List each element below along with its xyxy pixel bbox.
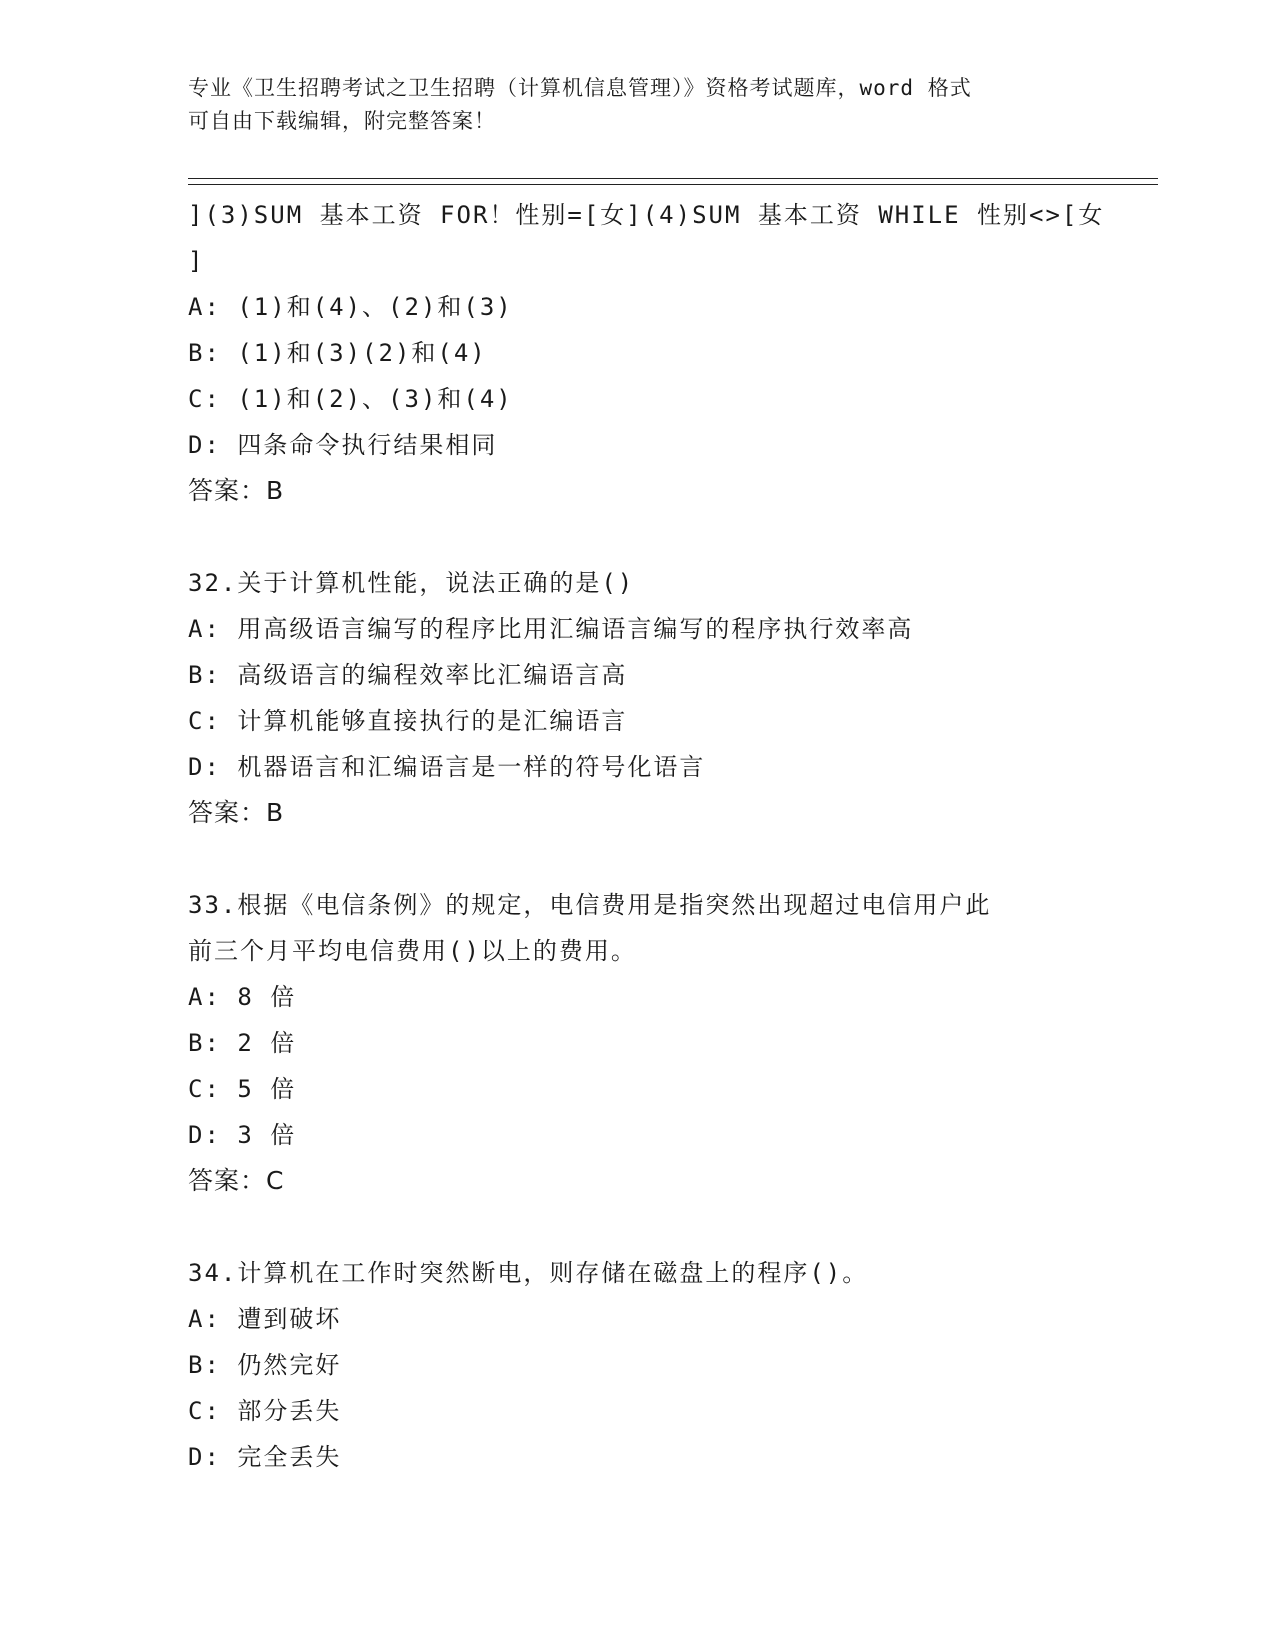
option-d: D: 3 倍 [188, 1121, 297, 1149]
question-33 [188, 882, 1088, 1204]
option-b: B: 2 倍 [188, 1029, 297, 1057]
option-a: A: (1)和(4)、(2)和(3) [188, 293, 513, 321]
option-d: D: 完全丢失 [188, 1443, 342, 1471]
option-d: D: 四条命令执行结果相同 [188, 431, 498, 459]
answer-line: 答案：B [188, 476, 285, 505]
header-divider-top [188, 178, 1158, 179]
option-b: B: 仍然完好 [188, 1351, 342, 1379]
question-stem-line: 34.计算机在工作时突然断电，则存储在磁盘上的程序()。 [188, 1259, 869, 1287]
option-c: C: 部分丢失 [188, 1397, 342, 1425]
spacer [188, 514, 1088, 560]
option-b: B: (1)和(3)(2)和(4) [188, 339, 487, 367]
option-a: A: 8 倍 [188, 983, 297, 1011]
option-a: A: 用高级语言编写的程序比用汇编语言编写的程序执行效率高 [188, 615, 914, 643]
answer-line: 答案：C [188, 1166, 285, 1195]
question-stem-line: ](3)SUM 基本工资 FOR！性别=[女](4)SUM 基本工资 WHILE 性别<>[女 [188, 201, 1105, 229]
option-b: B: 高级语言的编程效率比汇编语言高 [188, 661, 628, 689]
question-stem-line: ] [188, 247, 205, 275]
option-d: D: 机器语言和汇编语言是一样的符号化语言 [188, 753, 706, 781]
answer-line: 答案：B [188, 798, 285, 827]
spacer [188, 836, 1088, 882]
header-line-2: 可自由下载编辑，附完整答案！ [188, 109, 496, 133]
spacer [188, 1204, 1088, 1250]
option-c: C: 5 倍 [188, 1075, 297, 1103]
question-stem-line: 33.根据《电信条例》的规定，电信费用是指突然出现超过电信用户此 [188, 891, 992, 919]
option-c: C: 计算机能够直接执行的是汇编语言 [188, 707, 628, 735]
page-header [188, 72, 1088, 138]
option-a: A: 遭到破坏 [188, 1305, 342, 1333]
question-34 [188, 1250, 1088, 1480]
question-stem-line: 32.关于计算机性能，说法正确的是() [188, 569, 635, 597]
header-line-1: 专业《卫生招聘考试之卫生招聘（计算机信息管理）》资格考试题库，word 格式 [188, 76, 972, 100]
question-stem-line: 前三个月平均电信费用()以上的费用。 [188, 937, 637, 965]
question-continued [188, 192, 1105, 514]
content-body [188, 192, 1105, 1480]
question-32 [188, 560, 1088, 836]
header-divider-bottom [188, 184, 1158, 185]
option-c: C: (1)和(2)、(3)和(4) [188, 385, 513, 413]
